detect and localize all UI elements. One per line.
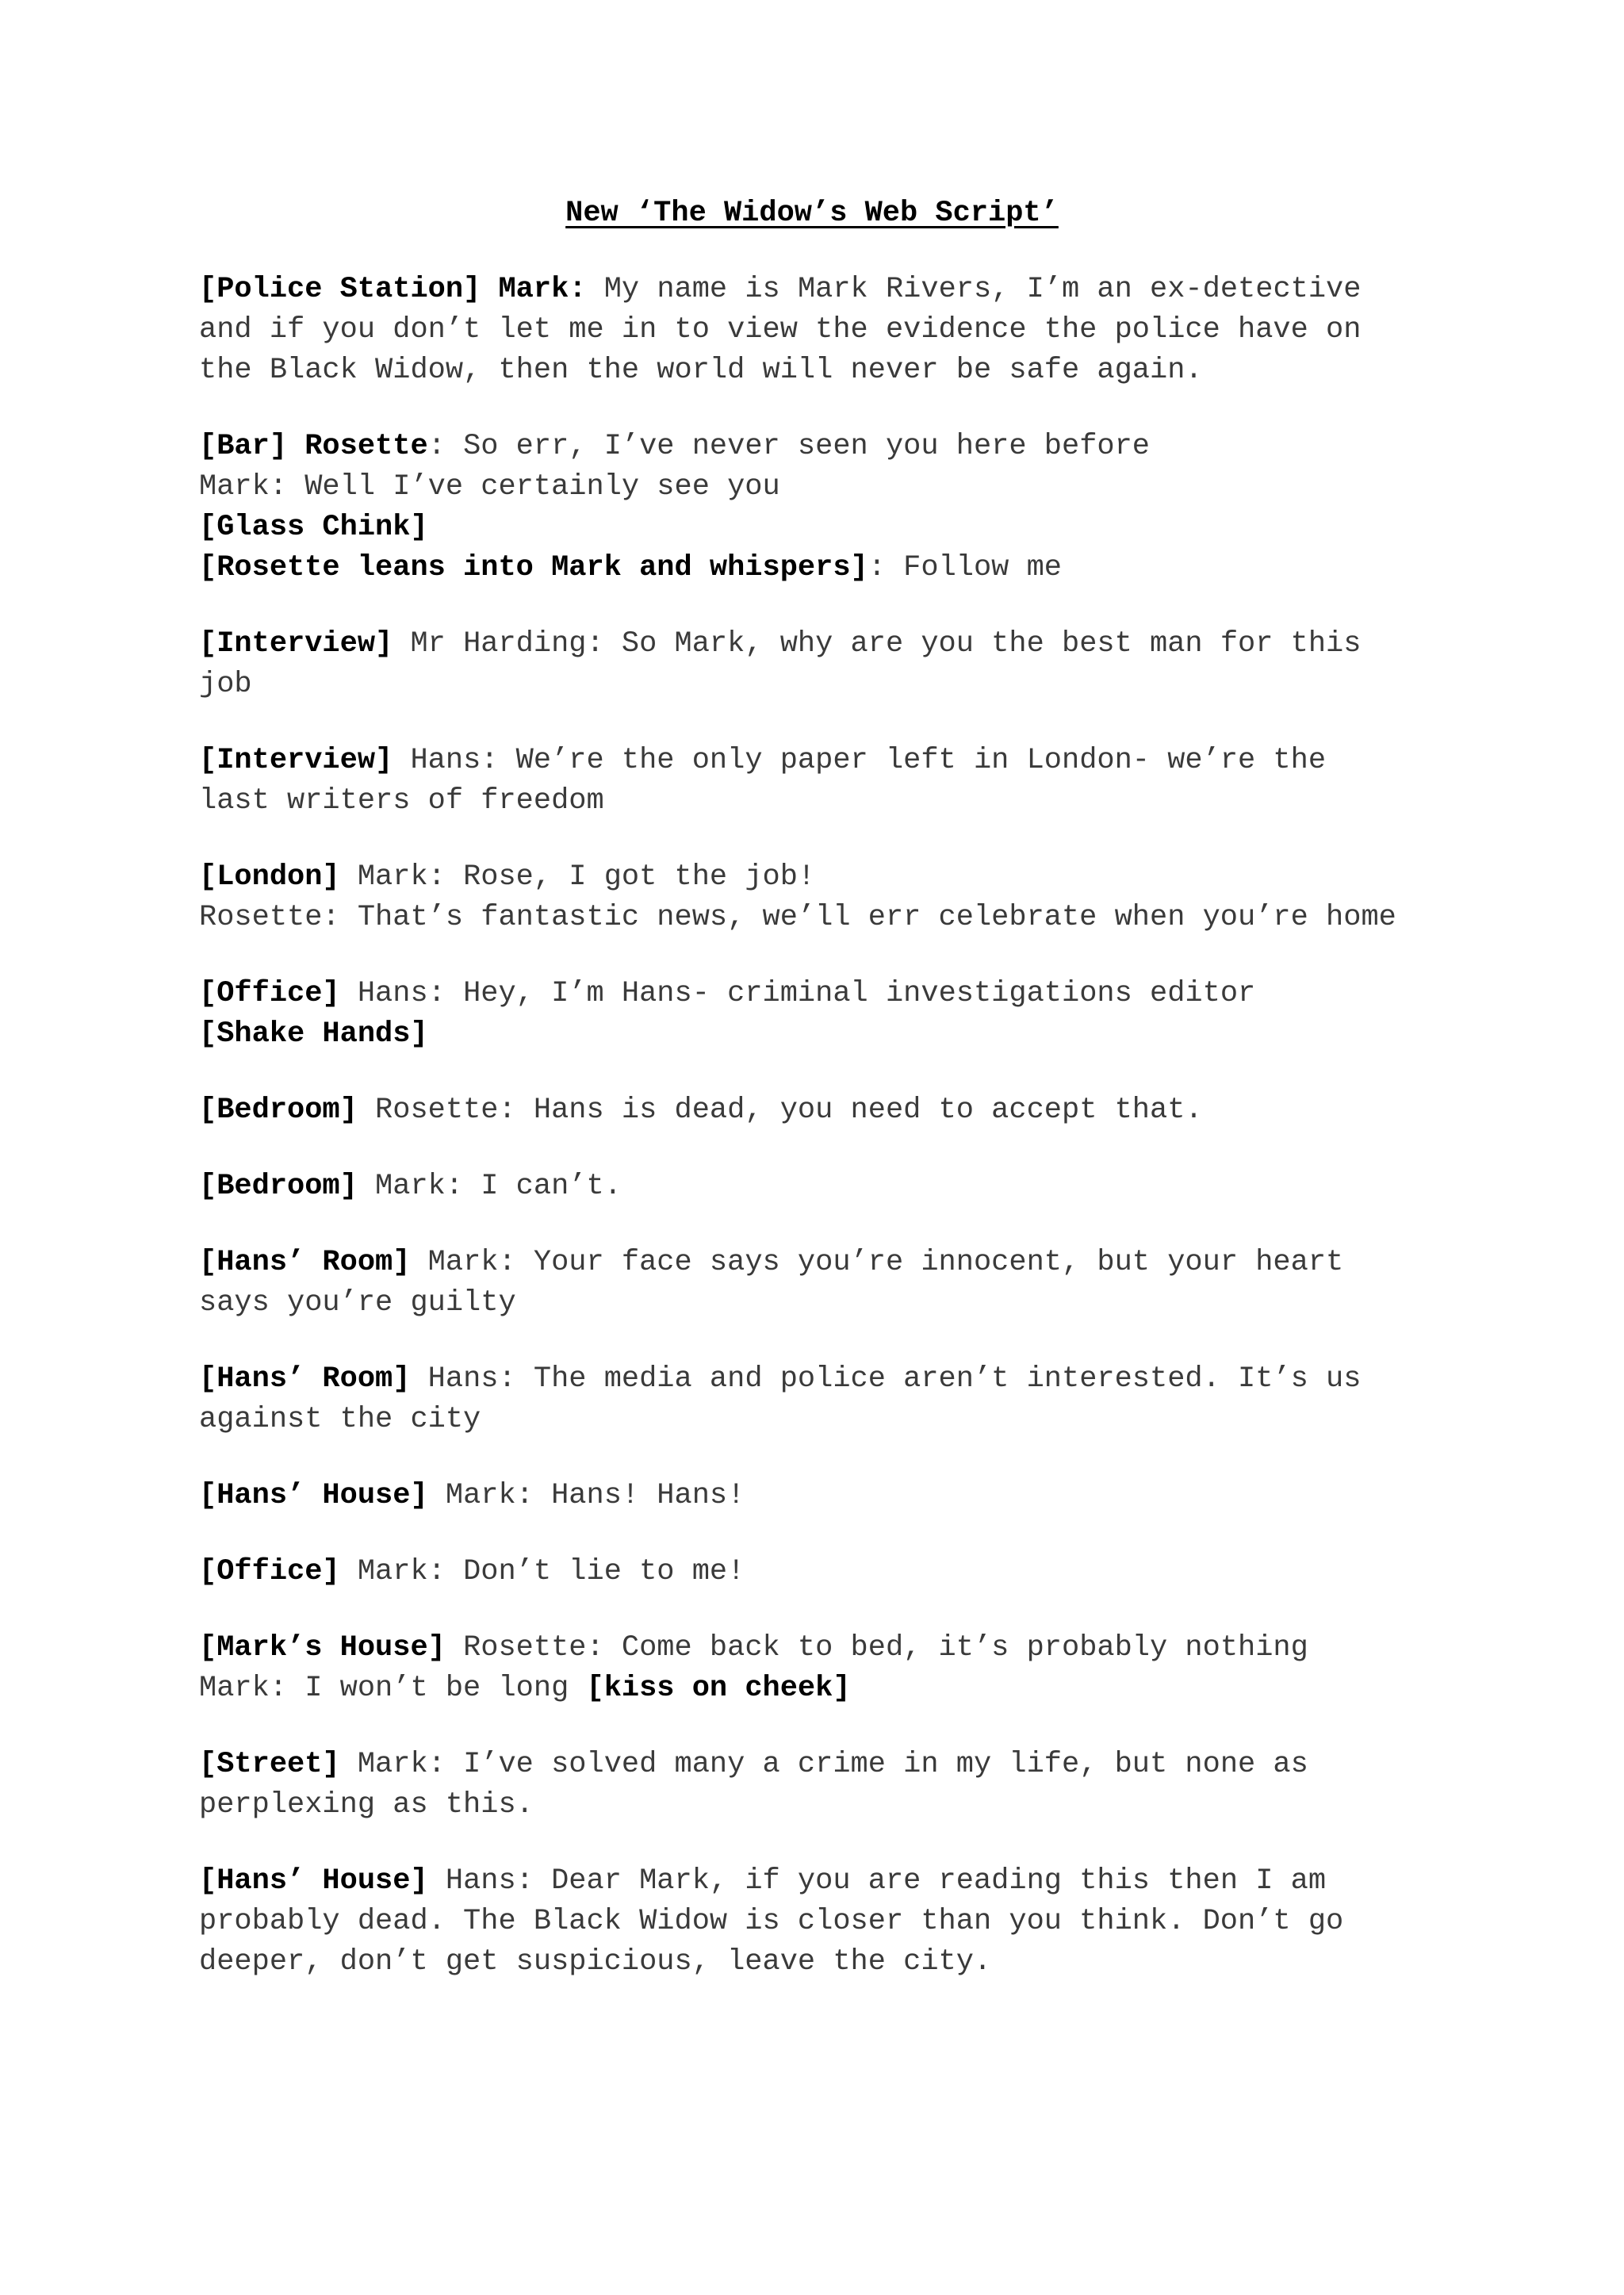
- script-line: [199, 1552, 1468, 1592]
- script-line: [199, 624, 1468, 665]
- dialogue-text: last writers of freedom: [199, 784, 604, 818]
- script-paragraph: [199, 1628, 1468, 1709]
- scene-direction: [Office]: [199, 1555, 340, 1588]
- script-line: [199, 1283, 1468, 1324]
- scene-direction: [kiss on cheek]: [586, 1672, 851, 1705]
- dialogue-text: perplexing as this.: [199, 1788, 534, 1822]
- dialogue-text: deeper, don’t get suspicious, leave the city.: [199, 1945, 992, 1979]
- dialogue-text: Hans: Hey, I’m Hans- criminal investigations editor: [339, 977, 1256, 1010]
- script-line: [199, 1902, 1468, 1942]
- dialogue-text: Mark: Hans! Hans!: [427, 1479, 745, 1512]
- script-line: [199, 1167, 1468, 1207]
- script-line: [199, 1785, 1468, 1826]
- script-line: [199, 1359, 1468, 1400]
- scene-direction: [Bar] Rosette: [199, 430, 428, 463]
- script-line: [199, 1745, 1468, 1785]
- scene-direction: [Street]: [199, 1748, 340, 1781]
- script-line: [199, 974, 1468, 1014]
- script-line: [199, 1476, 1468, 1516]
- dialogue-text: : Follow me: [868, 551, 1062, 584]
- script-line: [199, 665, 1468, 705]
- script-paragraph: [199, 857, 1468, 938]
- script-line: [199, 898, 1468, 938]
- script-line: [199, 1090, 1468, 1131]
- dialogue-text: job: [199, 668, 252, 701]
- script-line: [199, 427, 1468, 467]
- scene-direction: [Bedroom]: [199, 1170, 358, 1203]
- scene-direction: [Hans’ House]: [199, 1864, 428, 1898]
- dialogue-text: Mark: Don’t lie to me!: [339, 1555, 745, 1588]
- dialogue-text: Mark: Rose, I got the job!: [339, 860, 816, 894]
- script-body: [199, 270, 1468, 2018]
- script-line: [199, 467, 1468, 508]
- script-paragraph: [199, 1552, 1468, 1592]
- scene-direction: [Police Station] Mark: [199, 273, 569, 306]
- script-line: [199, 1861, 1468, 1902]
- dialogue-text: Rosette: Come back to bed, it’s probably nothing: [445, 1631, 1308, 1665]
- dialogue-text: the Black Widow, then the world will never be safe again.: [199, 354, 1203, 387]
- dialogue-text: Mark: Well I’ve certainly see you: [199, 470, 780, 504]
- scene-direction: [Glass Chink]: [199, 511, 428, 544]
- scene-direction: [Interview]: [199, 744, 393, 777]
- page-title: New ‘The Widow’s Web Script’: [565, 197, 1059, 230]
- dialogue-text: : So err, I’ve never seen you here before: [427, 430, 1151, 463]
- script-paragraph: [199, 427, 1468, 588]
- script-paragraph: [199, 1167, 1468, 1207]
- script-paragraph: [199, 1476, 1468, 1516]
- dialogue-text: Rosette: That’s fantastic news, we’ll err celebrate when you’re home: [199, 901, 1396, 934]
- dialogue-text: Rosette: Hans is dead, you need to accept that.: [357, 1094, 1203, 1127]
- script-line: [199, 351, 1468, 391]
- dialogue-text: Mark: I can’t.: [357, 1170, 622, 1203]
- script-paragraph: [199, 1745, 1468, 1826]
- script-paragraph: [199, 974, 1468, 1055]
- script-line: [199, 741, 1468, 781]
- script-line: [199, 270, 1468, 310]
- script-paragraph: [199, 1861, 1468, 1983]
- script-line: [199, 1628, 1468, 1669]
- scene-direction: [Office]: [199, 977, 340, 1010]
- dialogue-text: against the city: [199, 1403, 481, 1436]
- script-line: [199, 1014, 1468, 1055]
- script-line: [199, 781, 1468, 822]
- script-paragraph: [199, 270, 1468, 391]
- script-paragraph: [199, 1243, 1468, 1324]
- dialogue-text: Mr Harding: So Mark, why are you the best man for this: [393, 627, 1362, 661]
- scene-direction: [Interview]: [199, 627, 393, 661]
- scene-direction: [Rosette leans into Mark and whispers]: [199, 551, 868, 584]
- dialogue-text: and if you don’t let me in to view the evidence the police have on: [199, 313, 1362, 347]
- script-paragraph: [199, 1359, 1468, 1440]
- script-line: [199, 1669, 1468, 1709]
- script-line: [199, 1243, 1468, 1283]
- dialogue-text: says you’re guilty: [199, 1286, 516, 1320]
- scene-direction: [Bedroom]: [199, 1094, 358, 1127]
- scene-direction: [Hans’ Room]: [199, 1362, 411, 1396]
- script-line: [199, 310, 1468, 351]
- script-paragraph: [199, 1090, 1468, 1131]
- script-paragraph: [199, 741, 1468, 822]
- script-line: [199, 1942, 1468, 1983]
- script-line: [199, 857, 1468, 898]
- dialogue-text: Hans: Dear Mark, if you are reading this then I am: [427, 1864, 1327, 1898]
- scene-direction: [Hans’ Room]: [199, 1246, 411, 1279]
- scene-direction: [Shake Hands]: [199, 1017, 428, 1051]
- scene-direction: [London]: [199, 860, 340, 894]
- script-paragraph: [199, 624, 1468, 705]
- script-line: [199, 548, 1468, 588]
- dialogue-text: probably dead. The Black Widow is closer than you think. Don’t go: [199, 1905, 1344, 1938]
- scene-direction: :: [569, 273, 587, 306]
- script-line: [199, 508, 1468, 548]
- scene-direction: [Mark’s House]: [199, 1631, 446, 1665]
- script-line: [199, 1400, 1468, 1440]
- dialogue-text: Mark: I’ve solved many a crime in my life, but none as: [339, 1748, 1308, 1781]
- dialogue-text: Hans: We’re the only paper left in London- we’re the: [393, 744, 1327, 777]
- scene-direction: [Hans’ House]: [199, 1479, 428, 1512]
- dialogue-text: Mark: Your face says you’re innocent, but your heart: [410, 1246, 1344, 1279]
- dialogue-text: My name is Mark Rivers, I’m an ex-detective: [586, 273, 1362, 306]
- dialogue-text: Mark: I won’t be long: [199, 1672, 587, 1705]
- dialogue-text: Hans: The media and police aren’t interested. It’s us: [410, 1362, 1362, 1396]
